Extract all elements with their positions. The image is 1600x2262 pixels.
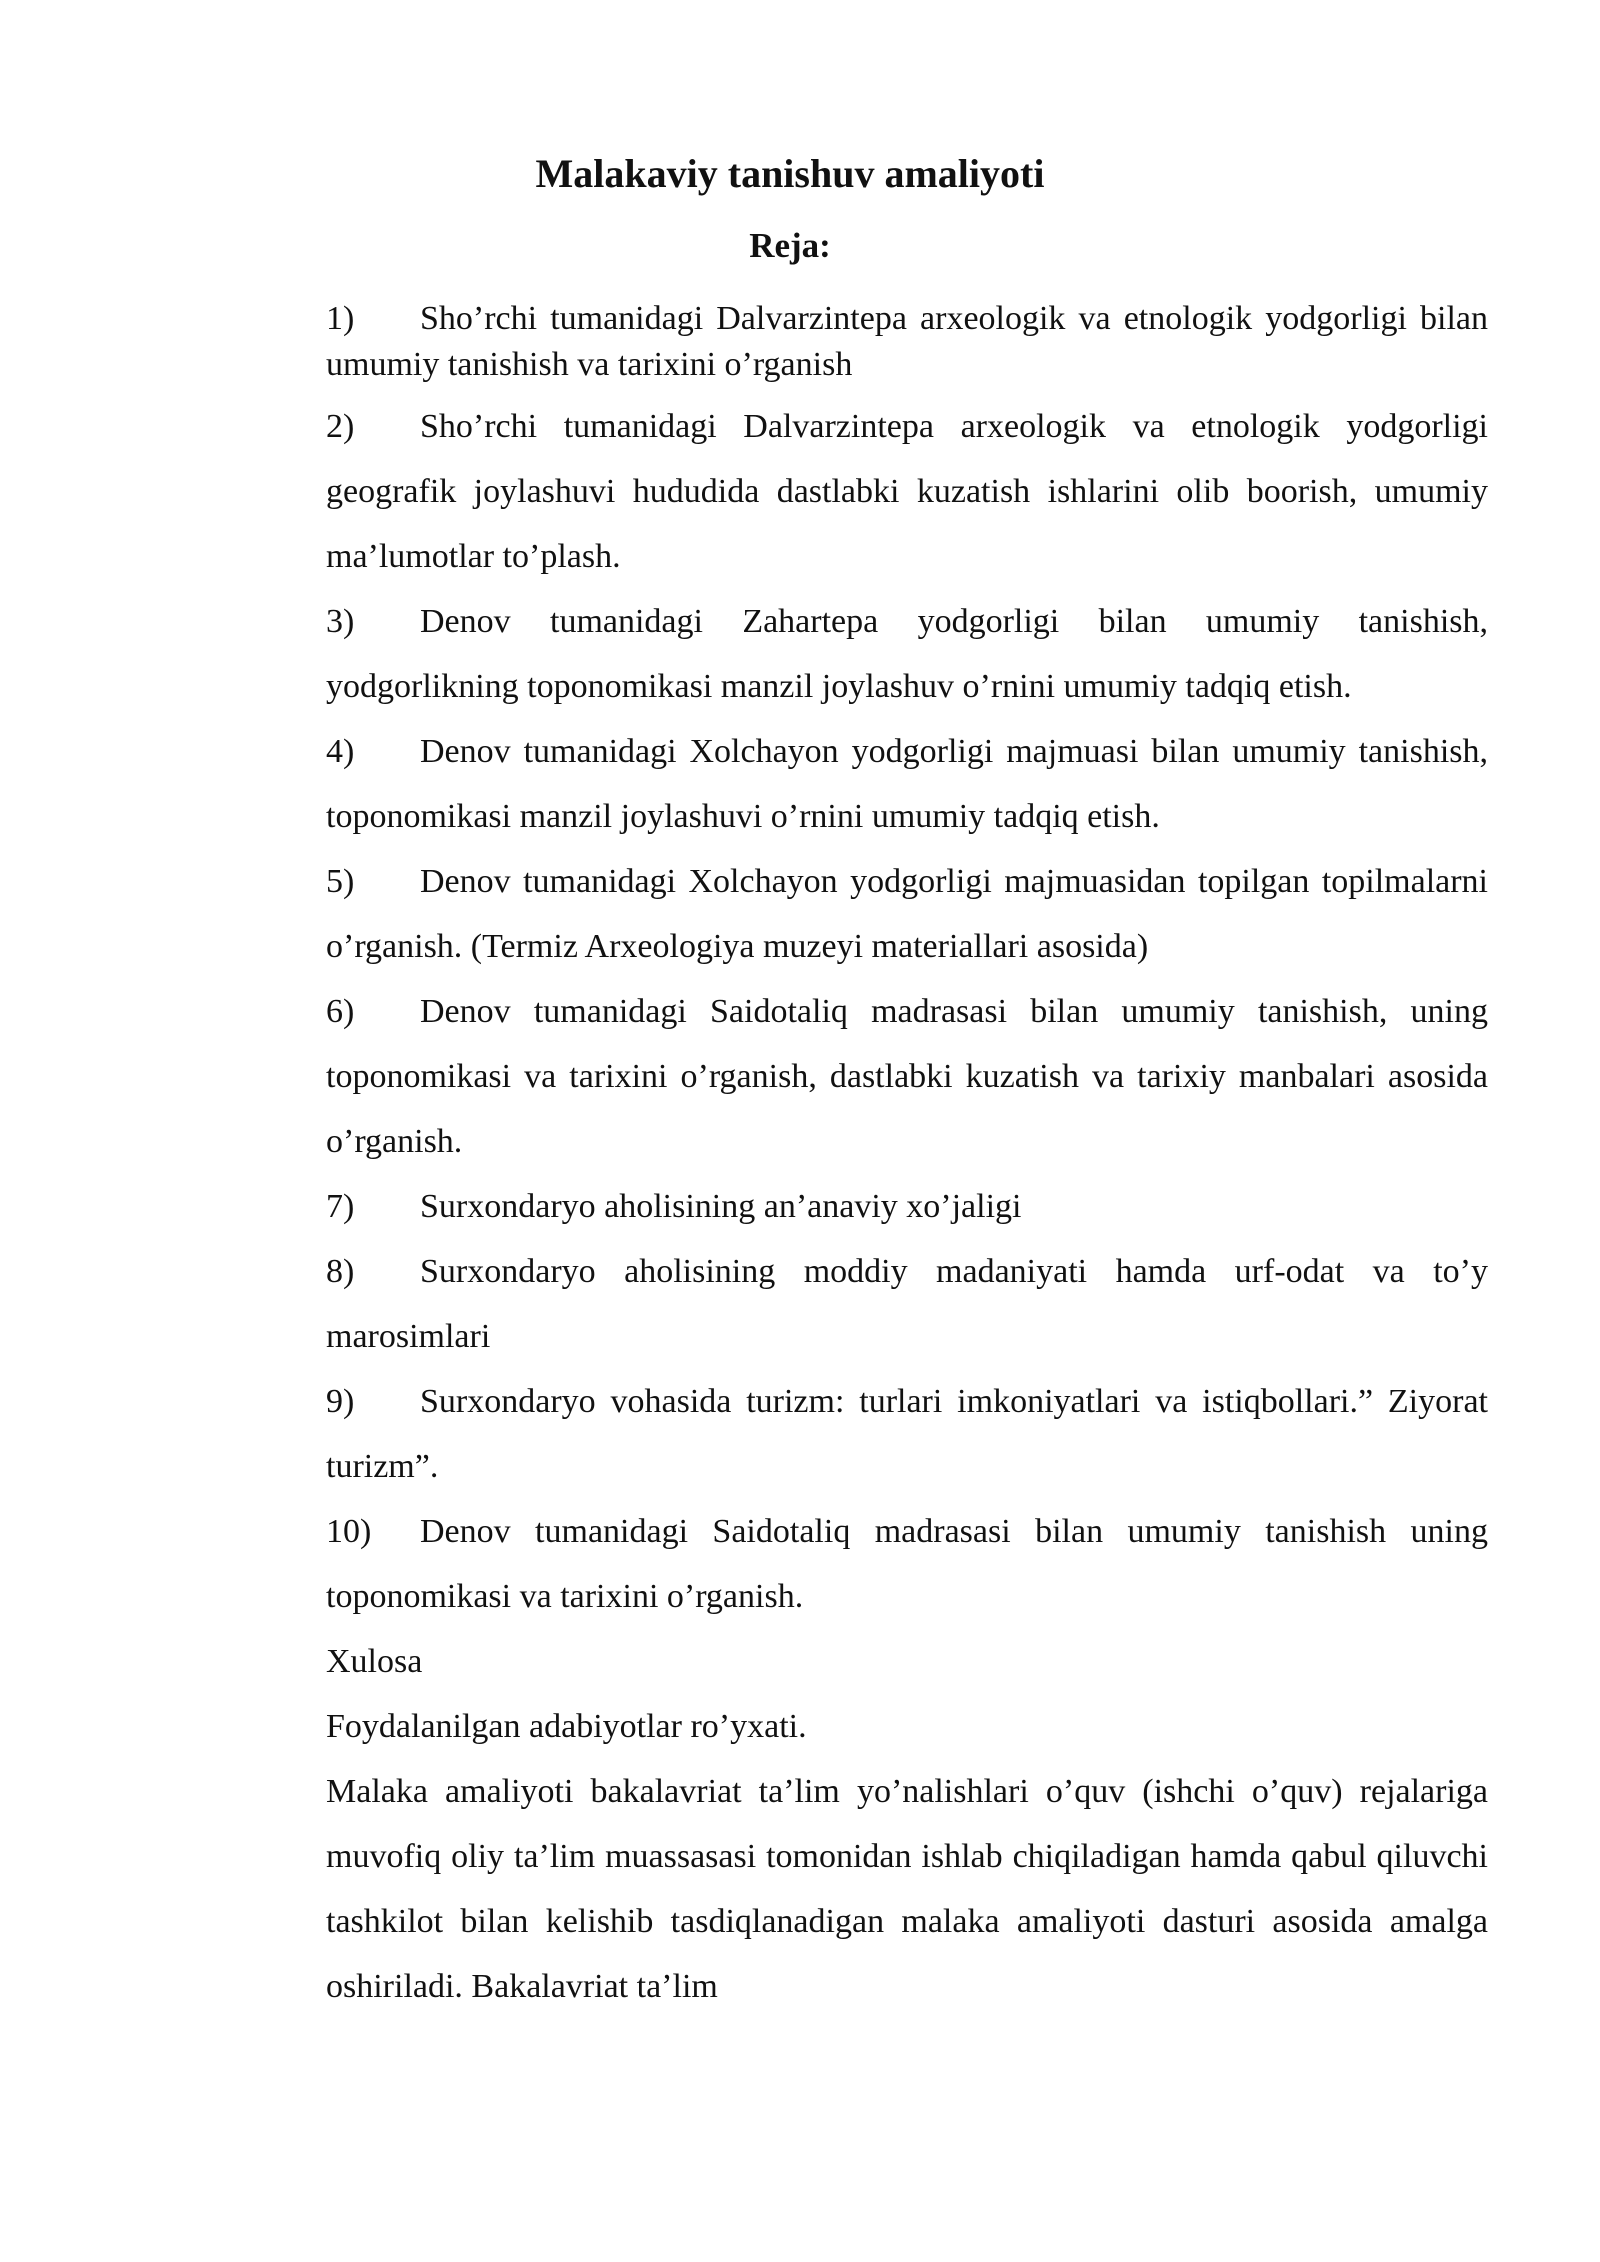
- plan-item-number: 2): [326, 408, 355, 445]
- plan-item-9: [326, 1369, 1488, 1499]
- body-paragraph: Malaka amaliyoti bakalavriat ta’lim yo’nalishlari o’quv (ishchi o’quv) rejalariga muvofiq oliy ta’lim muassasasi tomonidan ishlab chiqiladigan hamda qabul qiluvchi tashkilot bilan kelishib tasdiqlanadigan malaka amaliyoti dasturi asosida amalga oshiriladi. Bakalavriat ta’lim: [326, 1773, 1488, 2005]
- plan-item-8: [326, 1239, 1488, 1369]
- plan-heading: Reja:: [749, 226, 831, 265]
- plan-item-text: Denov tumanidagi Saidotaliq madrasasi bilan umumiy tanishish, uning toponomikasi va tarixini o’rganish, dastlabki kuzatish va tarixiy manbalari asosida o’rganish.: [326, 993, 1488, 1160]
- plan-item-text: Surxondaryo aholisining an’anaviy xo’jaligi: [420, 1188, 1022, 1225]
- plan-item-text: Surxondaryo aholisining moddiy madaniyati hamda urf-odat va to’y marosimlari: [326, 1253, 1488, 1355]
- plan-item-number: 1): [326, 300, 355, 337]
- plan-item-text: Denov tumanidagi Xolchayon yodgorligi majmuasi bilan umumiy tanishish, toponomikasi manzil joylashuvi o’rnini umumiy tadqiq etish.: [326, 733, 1488, 835]
- plan-item-text: Surxondaryo vohasida turizm: turlari imkoniyatlari va istiqbollari.” Ziyorat turizm”.: [326, 1383, 1488, 1485]
- document-body: [326, 296, 1488, 2019]
- plan-item-4: [326, 719, 1488, 849]
- plan-item-7: [326, 1174, 1488, 1239]
- plan-item-6: [326, 979, 1488, 1174]
- plan-item-number: 9): [326, 1383, 355, 1420]
- plan-item-number: 4): [326, 733, 355, 770]
- plan-item-number: 8): [326, 1253, 355, 1290]
- plan-item-number: 3): [326, 603, 355, 640]
- plan-item-text: Denov tumanidagi Zahartepa yodgorligi bilan umumiy tanishish, yodgorlikning toponomikasi manzil joylashuv o’rnini umumiy tadqiq etish.: [326, 603, 1488, 705]
- plan-item-text: Denov tumanidagi Saidotaliq madrasasi bilan umumiy tanishish uning toponomikasi va tarixini o’rganish.: [326, 1513, 1488, 1615]
- references-heading: Foydalanilgan adabiyotlar ro’yxati.: [326, 1708, 807, 1745]
- plan-item-number: 10): [326, 1513, 372, 1550]
- plan-item-1: [326, 296, 1488, 388]
- plan-item-text: Sho’rchi tumanidagi Dalvarzintepa arxeologik va etnologik yodgorligi bilan umumiy tanishish va tarixini o’rganish: [326, 300, 1488, 383]
- plan-item-number: 7): [326, 1188, 355, 1225]
- conclusion-heading: Xulosa: [326, 1643, 423, 1680]
- plan-item-3: [326, 589, 1488, 719]
- plan-item-number: 6): [326, 993, 355, 1030]
- plan-item-2: [326, 394, 1488, 589]
- plan-item-text: Sho’rchi tumanidagi Dalvarzintepa arxeologik va etnologik yodgorligi geografik joylashuvi hududida dastlabki kuzatish ishlarini olib boorish, umumiy ma’lumotlar to’plash.: [326, 408, 1488, 575]
- plan-item-5: [326, 849, 1488, 979]
- document-title: Malakaviy tanishuv amaliyoti: [535, 151, 1045, 196]
- plan-item-text: Denov tumanidagi Xolchayon yodgorligi majmuasidan topilgan topilmalarni o’rganish. (Termiz Arxeologiya muzeyi materiallari asosida): [326, 863, 1488, 965]
- plan-item-number: 5): [326, 863, 355, 900]
- plan-item-10: [326, 1499, 1488, 1629]
